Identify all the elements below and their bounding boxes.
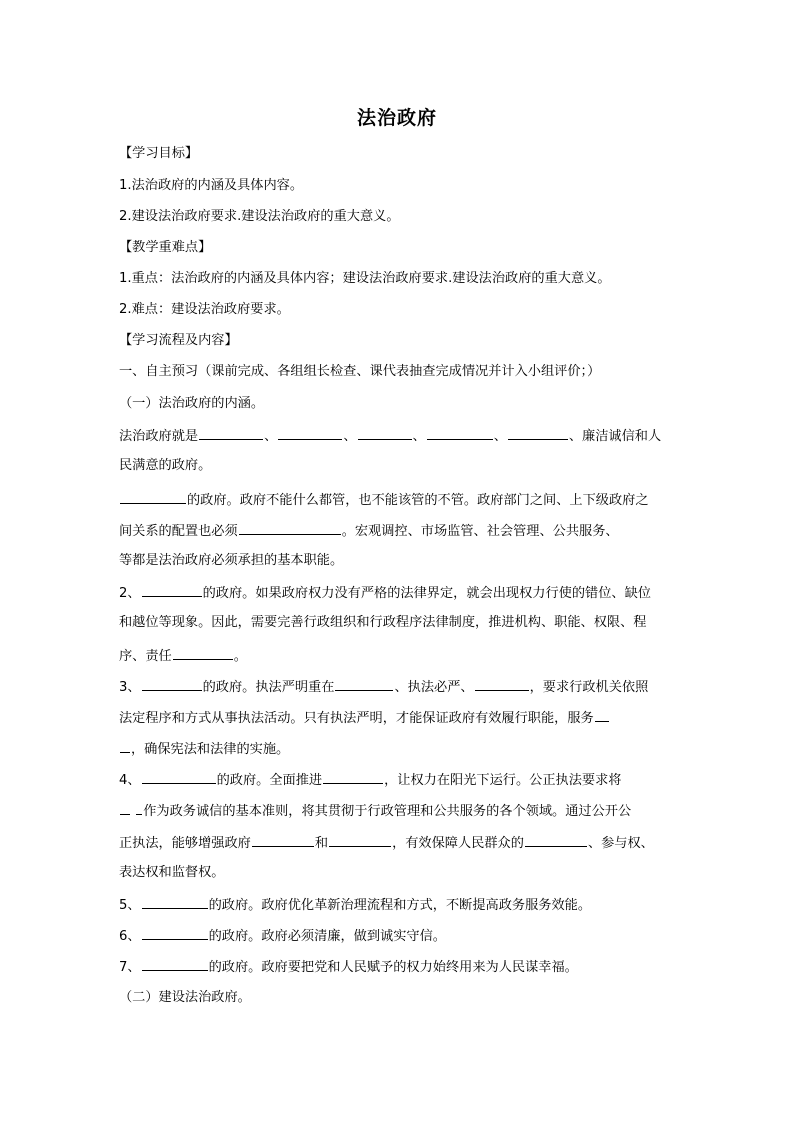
paragraph-line: [119, 425, 689, 447]
self-preview-line: 一、自主预习（课前完成、各组组长检查、课代表抽查完成情况并计入小组评价；）: [119, 364, 601, 379]
fill-blank[interactable]: [142, 956, 208, 971]
text-span: 、: [493, 429, 507, 444]
paragraph-line: [119, 894, 689, 916]
text-span: 。宏观调控、市场监管、社会管理、公共服务、: [341, 524, 619, 539]
text-span: 、参与权、: [587, 836, 654, 851]
paragraph-line: [119, 956, 689, 978]
heading-learning-flow: 【学习流程及内容】: [119, 333, 238, 348]
text-span: 、: [343, 429, 357, 444]
item-number: 5、: [119, 898, 141, 913]
text-span: 的政府。如果政府权力没有严格的法律界定，就会出现权力行使的错位、缺位: [202, 586, 651, 601]
fill-blank[interactable]: [142, 769, 216, 784]
text-span: ，确保宪法和法律的实施。: [131, 742, 290, 757]
fill-blank[interactable]: [508, 425, 568, 440]
paragraph-line: 表达权和监督权。: [119, 865, 225, 880]
text-span: 的政府。政府必须清廉，做到诚实守信。: [208, 929, 446, 944]
text-span: ，让权力在阳光下运行。公正执法要求将: [384, 773, 622, 788]
fill-blank[interactable]: [525, 832, 587, 847]
text-span: 。: [233, 649, 247, 664]
item-number: 6、: [119, 929, 141, 944]
fill-blank[interactable]: [358, 425, 412, 440]
paragraph-line: [119, 707, 689, 729]
text-span: 和: [314, 836, 329, 851]
paragraph-line: [119, 738, 689, 760]
text-span: ，要求行政机关依照: [529, 680, 649, 695]
text-span: ，有效保障人民群众的: [392, 836, 524, 851]
text-span: 、执法必严、: [394, 680, 474, 695]
text-span: 的政府。全面推进: [216, 773, 323, 788]
fill-blank[interactable]: [595, 707, 609, 722]
text-span: 法治政府就是: [119, 429, 199, 444]
fill-blank[interactable]: [142, 925, 208, 940]
text-span: 作为政务诚信的基本准则，将其贯彻于行政管理和公共服务的各个领域。通过公开公: [143, 804, 632, 819]
key-point-1: 1.重点：法治政府的内涵及具体内容；建设法治政府要求.建设法治政府的重大意义。: [119, 271, 611, 286]
item-number: 2、: [119, 586, 141, 601]
paragraph-line: [119, 800, 689, 822]
fill-blank[interactable]: [136, 800, 142, 815]
paragraph-line: 和越位等现象。因此，需要完善行政组织和行政程序法律制度，推进机构、职能、权限、程: [119, 615, 647, 630]
item-number: 7、: [119, 960, 141, 975]
fill-blank[interactable]: [329, 832, 391, 847]
paragraph-line: [119, 582, 689, 604]
fill-blank[interactable]: [142, 676, 202, 691]
fill-blank[interactable]: [475, 676, 529, 691]
paragraph-line: [119, 676, 689, 698]
section-2-heading: （二）建设法治政府。: [119, 990, 251, 1005]
paragraph-line: [119, 832, 689, 854]
fill-blank[interactable]: [120, 738, 130, 753]
text-span: 间关系的配置也必须: [119, 524, 238, 539]
key-point-2: 2.难点：建设法治政府要求。: [119, 302, 290, 317]
fill-blank[interactable]: [278, 425, 342, 440]
fill-blank[interactable]: [142, 582, 202, 597]
item-number: 4、: [119, 773, 141, 788]
text-span: 法定程序和方式从事执法活动。只有执法严明，才能保证政府有效履行职能，服务: [119, 711, 594, 726]
text-span: 的政府。执法严明重在: [202, 680, 335, 695]
goal-item-2: 2.建设法治政府要求.建设法治政府的重大意义。: [119, 209, 400, 224]
text-span: 、: [264, 429, 278, 444]
fill-blank[interactable]: [120, 489, 186, 504]
fill-blank[interactable]: [120, 800, 130, 815]
fill-blank[interactable]: [252, 832, 314, 847]
heading-key-points: 【教学重难点】: [119, 240, 212, 255]
heading-learning-goals: 【学习目标】: [119, 146, 199, 161]
paragraph-line: [119, 769, 689, 791]
fill-blank[interactable]: [199, 425, 263, 440]
paragraph-line: [119, 645, 689, 667]
text-span: 正执法，能够增强政府: [119, 836, 251, 851]
fill-blank[interactable]: [335, 676, 393, 691]
page-title: 法治政府: [356, 107, 437, 129]
paragraph-line: 民满意的政府。: [119, 458, 212, 473]
fill-blank[interactable]: [142, 894, 208, 909]
item-number: 3、: [119, 680, 141, 695]
paragraph-line: 等都是法治政府必须承担的基本职能。: [119, 553, 344, 568]
section-1-heading: （一）法治政府的内涵。: [119, 396, 265, 411]
text-span: 、廉洁诚信和人: [568, 429, 662, 444]
paragraph-line: [119, 925, 689, 947]
paragraph-line: [119, 489, 689, 511]
text-span: 、: [412, 429, 426, 444]
fill-blank[interactable]: [239, 520, 341, 535]
text-span: 的政府。政府要把党和人民赋予的权力始终用来为人民谋幸福。: [208, 960, 578, 975]
paragraph-line: [119, 520, 689, 542]
fill-blank[interactable]: [173, 645, 233, 660]
text-span: 的政府。政府不能什么都管，也不能该管的不管。政府部门之间、上下级政府之: [187, 493, 649, 508]
text-span: 序、责任: [119, 649, 172, 664]
goal-item-1: 1.法治政府的内涵及具体内容。: [119, 178, 304, 193]
fill-blank[interactable]: [323, 769, 383, 784]
text-span: 的政府。政府优化革新治理流程和方式，不断提高政务服务效能。: [208, 898, 592, 913]
fill-blank[interactable]: [427, 425, 493, 440]
